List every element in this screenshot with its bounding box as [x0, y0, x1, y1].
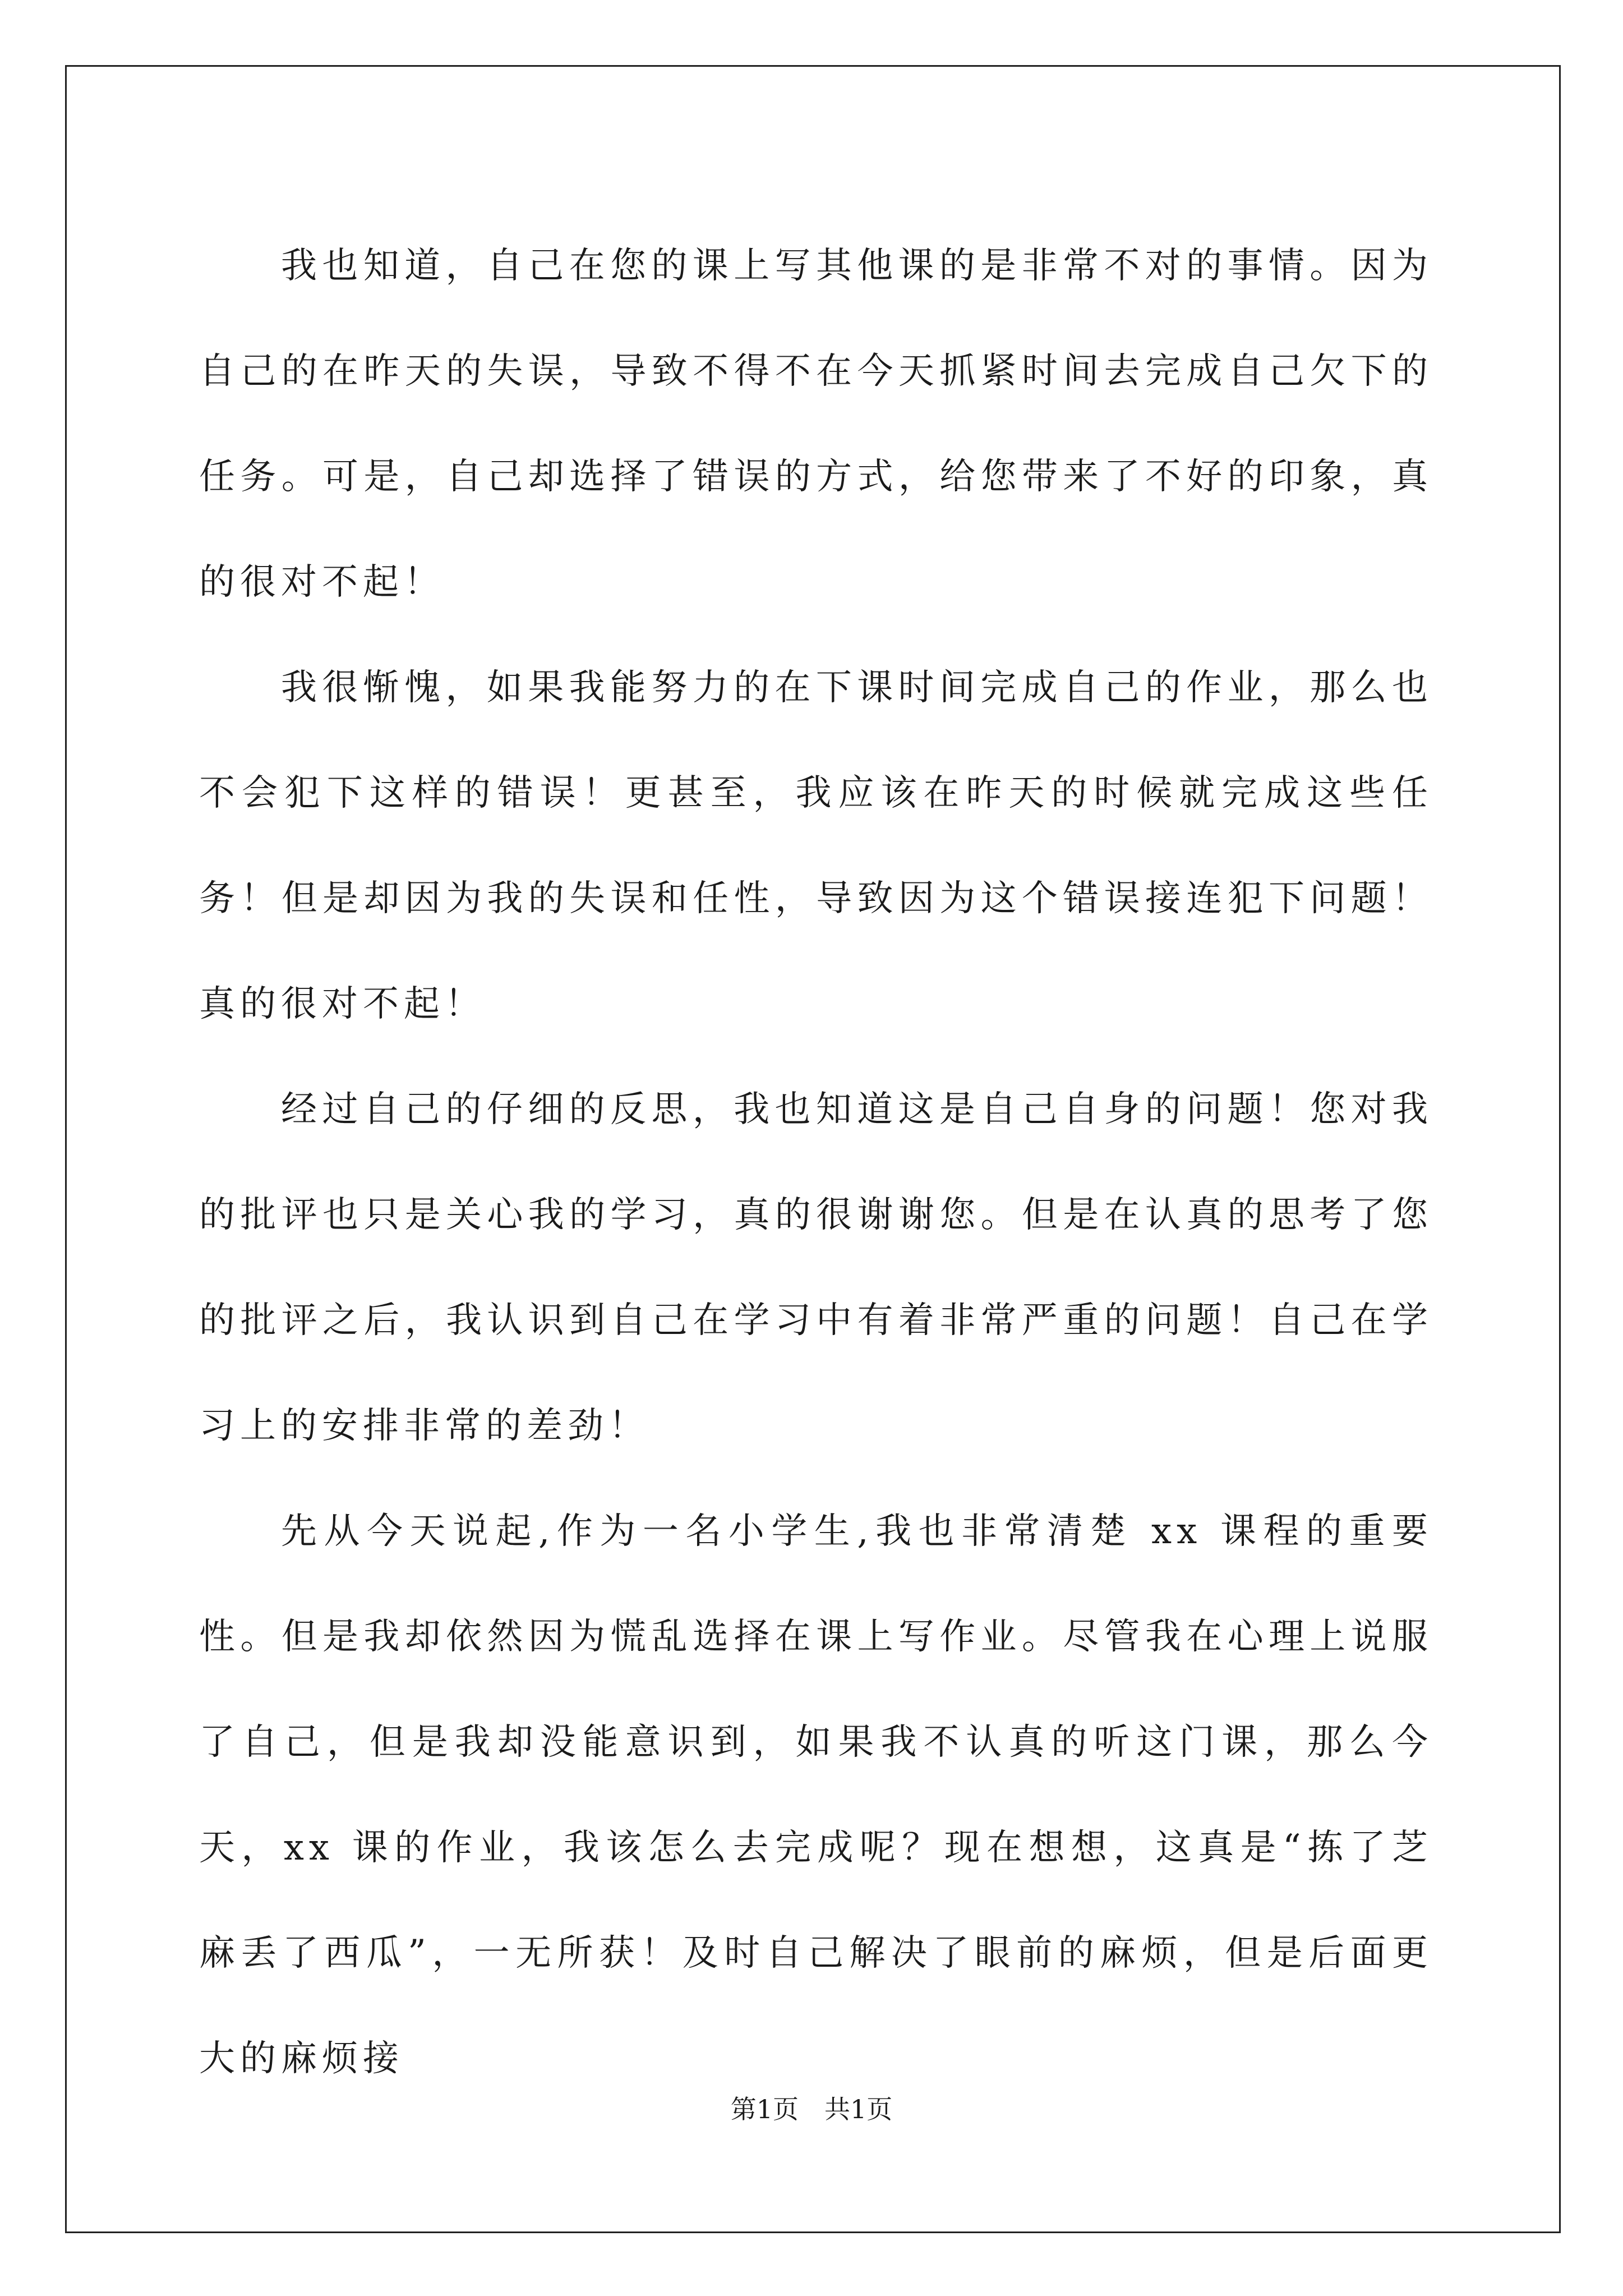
paragraph-2: 我很惭愧，如果我能努力的在下课时间完成自己的作业，那么也不会犯下这样的错误！更甚至，我应该在昨天的时候就完成这些任务！但是却因为我的失误和任性，导致因为这个错误接连犯下问题！真的很对不起！: [199, 667, 1433, 1025]
paragraph-4: 先从今天说起,作为一名小学生,我也非常清楚 xx 课程的重要性。但是我却依然因为慌乱选择在课上写作业。尽管我在心理上说服了自己，但是我却没能意识到，如果我不认真的听这门课，那么今天，xx 课的作业，我该怎么去完成呢？现在想想，这真是“拣了芝麻丢了西瓜”，一无所获！及时自己解决了眼前的麻烦，但是后面更大的麻烦接: [199, 1511, 1433, 2079]
page-footer: [0, 2092, 1623, 2126]
document-body: [199, 213, 1433, 2111]
paragraph-3: 经过自己的仔细的反思，我也知道这是自己自身的问题！您对我的批评也只是关心我的学习，真的很谢谢您。但是在认真的思考了您的批评之后，我认识到自己在学习中有着非常严重的问题！自己在学习上的安排非常的差劲！: [199, 1089, 1433, 1447]
page-number-total: 共1页: [824, 2094, 893, 2124]
paragraph-1: 我也知道，自己在您的课上写其他课的是非常不对的事情。因为自己的在昨天的失误，导致不得不在今天抓紧时间去完成自己欠下的任务。可是，自己却选择了错误的方式，给您带来了不好的印象，真的很对不起！: [199, 245, 1433, 603]
page-number-current: 第1页: [730, 2094, 799, 2124]
